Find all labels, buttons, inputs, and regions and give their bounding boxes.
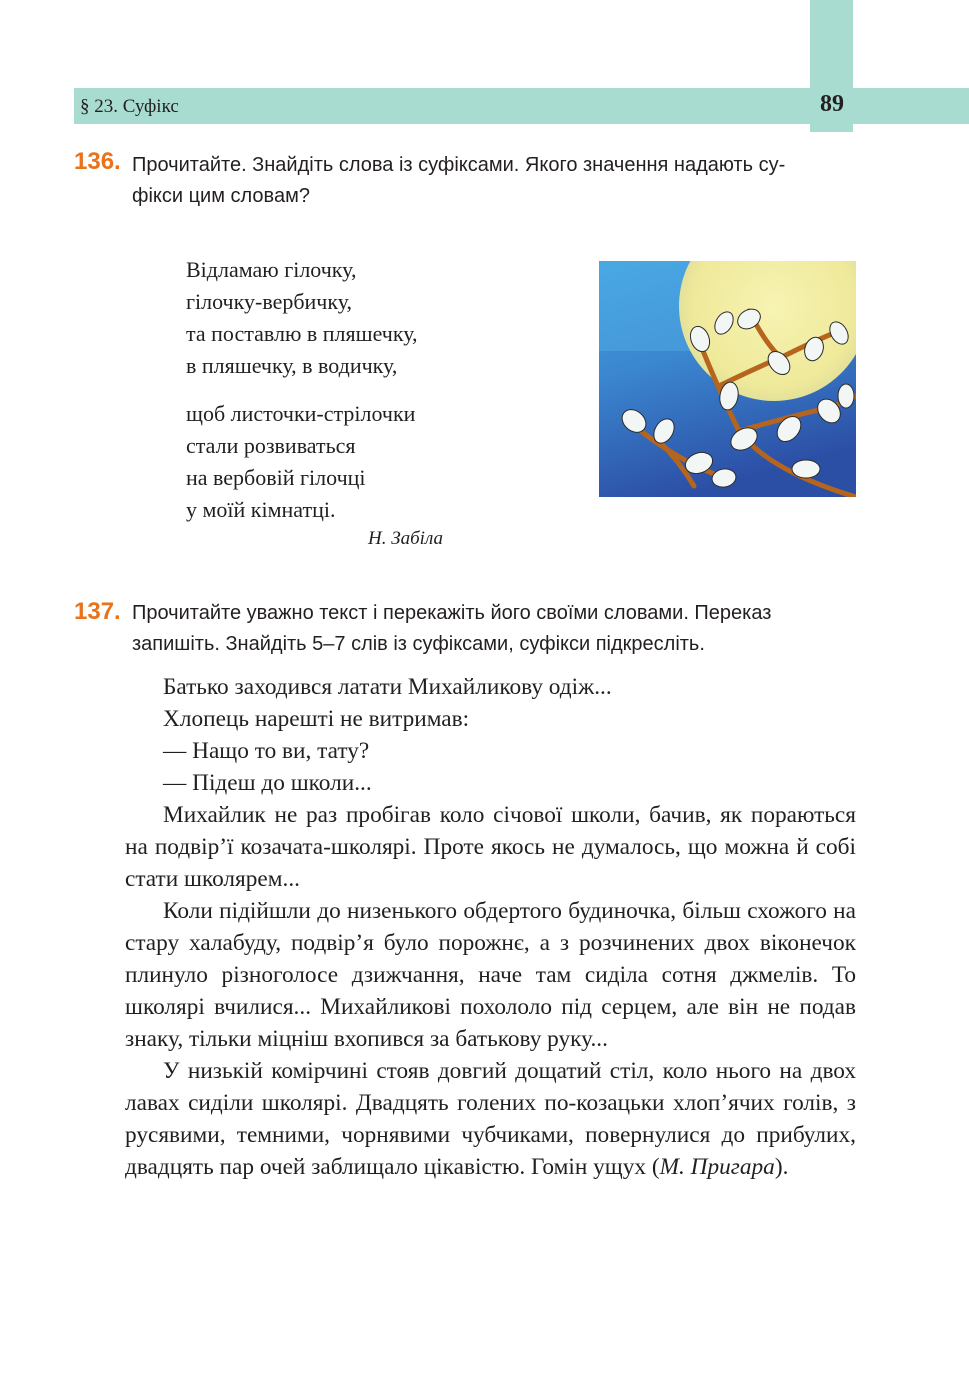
section-title: § 23. Суфікс <box>80 96 179 117</box>
source-close: ). <box>774 1154 789 1180</box>
poem-author: Н. Забіла <box>368 528 443 549</box>
paragraph-last <box>125 1055 856 1183</box>
exercise-137-instruction <box>132 598 856 660</box>
dialogue-line: Хлопець нарешті не витримав: <box>163 706 470 732</box>
page-number: 89 <box>820 91 844 117</box>
paragraph: Михайлик не раз пробігав коло січової школи, бачив, як пораються на подвір’ї козачата-школярі. Проте якось не думалось, що можна й собі стати школярем... <box>125 802 856 892</box>
instruction-line: Прочитайте уважно текст і перекажіть його своїми словами. Переказ <box>132 602 772 624</box>
page-tab-decoration <box>810 0 853 88</box>
dialogue-line: — Підеш до школи... <box>163 770 372 796</box>
exercise-137-text <box>125 671 856 1183</box>
paragraph-text: У низькій комірчині стояв довгий дощатий стіл, коло нього на двох лавах сиділи школярі. Двадцять голених по-козацьки хлоп’ячих голів, з русявими, темними, чорнявими чубчиками, повернулися до прибулих, двадцять пар очей заблищало цікавістю. Гомін ущух ( <box>125 1058 856 1180</box>
dialogue-line: Батько заходився латати Михайликову одіж... <box>163 674 612 700</box>
instruction-line: Прочитайте. Знайдіть слова із суфіксами. Якого значення надають су- <box>132 154 786 176</box>
poem-line: стали розвиваться <box>186 433 356 458</box>
exercise-136-number: 136. <box>74 148 121 175</box>
willow-branch-illustration <box>599 261 856 497</box>
poem-line: гілочку-вербичку, <box>186 289 353 314</box>
source-author: М. Пригара <box>659 1154 775 1180</box>
poem-line: в пляшечку, в водичку, <box>186 353 398 378</box>
instruction-line: фікси цим словам? <box>132 185 310 207</box>
poem-line: у моїй кімнатці. <box>186 497 336 522</box>
dialogue-line: — Нащо то ви, тату? <box>163 738 370 764</box>
poem-line: щоб листочки-стрілочки <box>186 401 416 426</box>
poem-stanza-1 <box>186 254 418 382</box>
exercise-136-instruction <box>132 150 856 212</box>
willow-branch-sun-icon <box>599 261 856 497</box>
poem-stanza-2 <box>186 398 415 526</box>
poem-line: на вербовій гілочці <box>186 465 366 490</box>
exercise-137-number: 137. <box>74 598 121 625</box>
poem-line: та поставлю в пляшечку, <box>186 321 418 346</box>
instruction-line: запишіть. Знайдіть 5–7 слів із суфіксами, суфікси підкресліть. <box>132 633 705 655</box>
paragraph: Коли підійшли до низенького обдертого будиночка, більш схожого на стару халабуду, подвір’я було порожнє, а з розчинених двох віконечок плинуло різноголосе дзижчання, наче там сиділа сотня джмелів. То школярі вчилися... Михайликові похололо під серцем, але він не подав знаку, тільки міцніш вхопився за батькову руку... <box>125 898 856 1052</box>
poem-line: Відламаю гілочку, <box>186 257 357 282</box>
